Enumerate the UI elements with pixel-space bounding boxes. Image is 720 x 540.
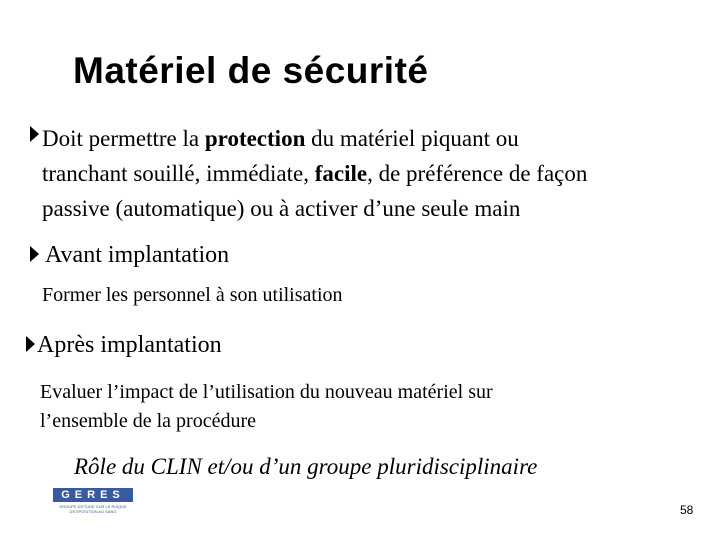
sub-item-evaluer: Evaluer l’impact de l’utilisation du nouveau matériel sur l’ensemble de la procédure — [40, 381, 493, 432]
bullet-avant-implantation: Avant implantation — [45, 242, 230, 268]
bullet-arrow-icon — [26, 336, 35, 352]
slide-title: Matériel de sécurité — [73, 50, 429, 91]
geres-logo: GERES GROUPE D'ETUDE SUR LE RISQUE D'EXPOSITION AU SANG — [53, 488, 133, 518]
bullet-apres-implantation: Après implantation — [37, 332, 222, 358]
bullet-arrow-icon — [30, 246, 39, 262]
page-number: 58 — [680, 503, 694, 517]
bullet-arrow-icon — [30, 126, 39, 142]
bullet-protection: Doit permettre la protection du matériel piquant ou tranchant souillé, immédiate, facile, de préférence de façon passive (automatique) ou à activer d’une seule main — [42, 126, 588, 221]
sub-item-former: Former les personnel à son utilisation — [42, 284, 343, 306]
footer-text: Rôle du CLIN et/ou d’un groupe pluridisciplinaire — [74, 454, 538, 479]
